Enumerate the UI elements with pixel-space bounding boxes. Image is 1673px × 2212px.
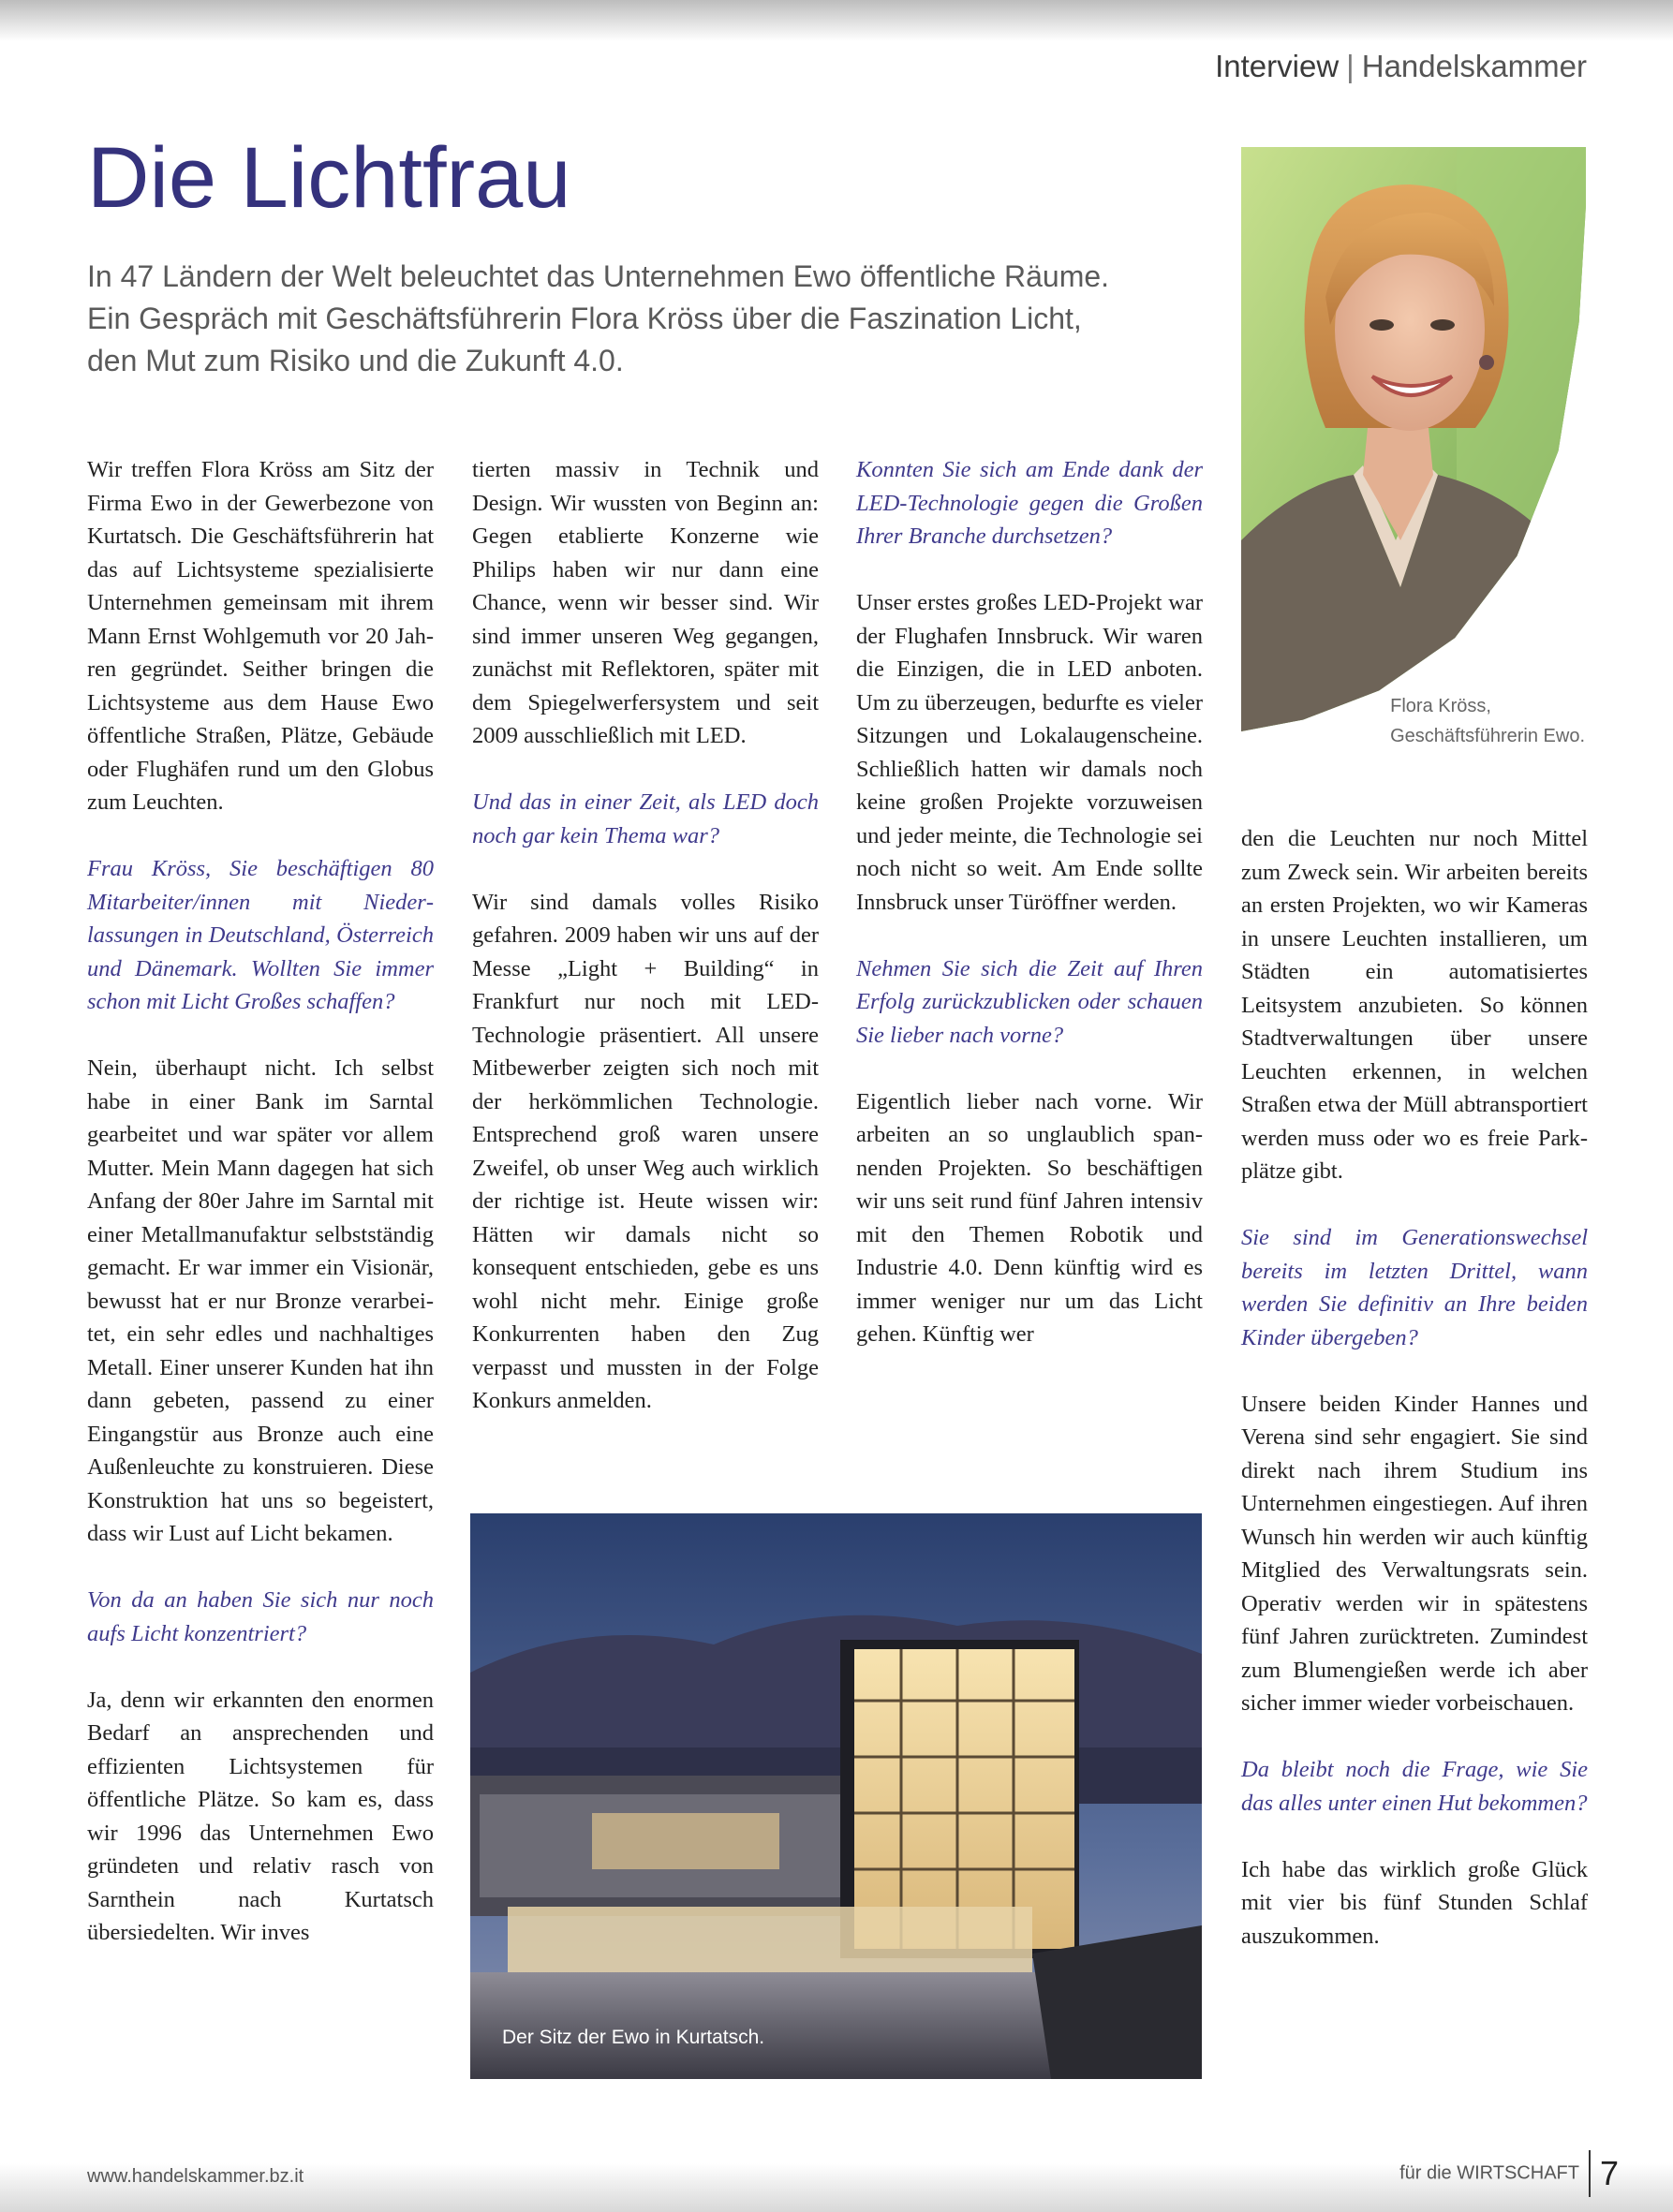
body-paragraph: den die Leuchten nur noch Mittel zum Zweck sein. Wir arbeiten bereits an ersten Projekten, wo wir Kameras in unsere Leuchten installieren, um Städten ein automatisiertes Leitsystem anzubieten. So können Stadtverwaltungen über unsere Leuchten erkennen, in welchen Straßen etwa der Müll abtransportiert werden muss oder wo es freie Parkplätze gibt. — [1241, 826, 1588, 1184]
body-paragraph: tierten massiv in Technik und Design. Wir wussten von Beginn an: Gegen etablierte Konzerne wie Philips haben wir nur dann eine Chance, wenn wir besser sind. Wir sind immer unseren Weg gegangen, zunächst mit Reflektoren, später mit dem Spiegelwerfersystem und seit 2009 ausschließlich mit LED. — [472, 457, 819, 748]
portrait-caption — [1390, 691, 1585, 751]
building-illustration — [470, 1513, 1202, 2079]
building-photo — [470, 1513, 1202, 2079]
interview-question: Und das in einer Zeit, als LED doch noch gar kein Thema war? — [472, 789, 819, 848]
text-column-2 — [472, 453, 819, 1418]
interview-question: Frau Kröss, Sie beschäftigen 80 Mitarbeiter/innen mit Niederlassungen in Deutschland, Österreich und Dänemark. Wollten Sie immer schon mit Licht Großes schaffen? — [87, 856, 434, 1014]
header-section: Interview — [1215, 49, 1340, 83]
page-header — [1215, 49, 1587, 84]
portrait-caption-name: Flora Kröss, — [1390, 696, 1491, 716]
building-caption: Der Sitz der Ewo in Kurtatsch. — [502, 2027, 765, 2048]
text-column-1 — [87, 453, 434, 1950]
body-paragraph: Wir sind damals volles Risiko gefahren. 2009 haben wir uns auf der Messe „Light + Building“ in Frankfurt nur noch mit LED-Technologie präsentiert. All unsere Mitbewerber zeigten sich noch mit der herkömmlichen Technologie. Entsprechend groß waren unsere Zweifel, ob unser Weg auch wirklich der richtige ist. Heute wissen wir: Hätten wir damals nicht so konsequent entschieden, gebe es uns wohl nicht mehr. Einige große Konkurrenten haben den Zug verpasst und mussten in der Folge Konkurs anmelden. — [472, 889, 819, 1413]
text-column-3 — [856, 453, 1203, 1351]
body-paragraph: Unser erstes großes LED-Projekt war der Flughafen Innsbruck. Wir waren die Einzigen, die in LED anboten. Um zu überzeugen, bedurfte es vieler Sitzungen und Lokalaugenscheine. Schließlich hatten wir damals noch keine großen Projekte vorzuweisen und jeder meinte, die Technologie sei noch nicht so weit. Am Ende sollte Innsbruck unser Türöffner werden. — [856, 590, 1203, 915]
portrait-photo — [1241, 147, 1586, 731]
body-paragraph: Nein, überhaupt nicht. Ich selbst habe in einer Bank im Sarntal gearbeitet und war später vor allem Mutter. Mein Mann dagegen hat sich Anfang der 80er Jahre im Sarntal mit einer Metallmanufaktur selbstständig gemacht. Er war immer ein Visionär, bewusst hat er nur Bronze verarbeitet, ein sehr edles und nachhaltiges Metall. Einer unserer Kunden hat ihn dann gebeten, passend zu einer Eingangstür aus Bronze auch eine Außenleuchte zu konstruieren. Diese Konstruktion hat uns so begeistert, dass wir Lust auf Licht bekamen. — [87, 1055, 434, 1546]
footer-publication: für die WIRTSCHAFT — [1399, 2162, 1579, 2184]
interview-question: Von da an haben Sie sich nur noch aufs Licht konzentriert? — [87, 1587, 434, 1646]
page-number: 7 — [1599, 2154, 1619, 2192]
text-column-4 — [1241, 822, 1588, 1953]
footer-pagination — [1399, 2150, 1619, 2197]
body-paragraph: Wir treffen Flora Kröss am Sitz der Firma Ewo in der Gewerbezone von Kurtatsch. Die Geschäftsführerin hat das auf Lichtsysteme spezialisierte Unternehmen gemeinsam mit ihrem Mann Ernst Wohlgemuth vor 20 Jahren gegründet. Seither bringen die Lichtsysteme aus dem Hause Ewo öffentliche Straßen, Plätze, Gebäude oder Flughäfen rund um den Globus zum Leuchten. — [87, 457, 434, 815]
interview-question: Sie sind im Generationswechsel bereits im letzten Drittel, wann werden Sie definitiv an Ihre beiden Kinder übergeben? — [1241, 1225, 1588, 1350]
interview-question: Konnten Sie sich am Ende dank der LED-Technologie gegen die Großen Ihrer Branche durchsetzen? — [856, 457, 1203, 549]
header-subsection: Handelskammer — [1361, 49, 1587, 83]
footer-url: www.handelskammer.bz.it — [87, 2166, 304, 2187]
body-paragraph: Unsere beiden Kinder Hannes und Verena sind sehr engagiert. Sie sind direkt nach ihrem Studium ins Unternehmen eingestiegen. Auf ihren Wunsch hin werden wir auch künftig Mitglied des Verwaltungsrats sein. Operativ werden wir in spätestens fünf Jahren zurücktreten. Zumindest zum Blumengießen werde ich aber sicher immer wieder vorbeischauen. — [1241, 1391, 1588, 1716]
body-paragraph: Eigentlich lieber nach vorne. Wir arbeiten an so unglaublich spannenden Projekten. So beschäftigen wir uns seit rund fünf Jahren intensiv mit den Themen Robotik und Industrie 4.0. Denn künftig wird es immer weniger nur um das Licht gehen. Künftig wer — [856, 1088, 1203, 1347]
interview-question: Nehmen Sie sich die Zeit auf Ihren Erfolg zurückzublicken oder schauen Sie lieber nach vorne? — [856, 955, 1203, 1048]
footer-divider — [1589, 2150, 1591, 2197]
portrait-caption-role: Geschäftsführerin Ewo. — [1390, 726, 1585, 746]
article-title: Die Lichtfrau — [87, 130, 571, 226]
portrait-illustration — [1241, 147, 1586, 731]
body-paragraph: Ich habe das wirklich große Glück mit vier bis fünf Stunden Schlaf auszukommen. — [1241, 1856, 1588, 1949]
article-lead: In 47 Ländern der Welt beleuchtet das Unternehmen Ewo öffentliche Räume. Ein Gespräch mit Geschäftsführerin Flora Kröss über die Faszination Licht, den Mut zum Risiko und die Zukunft 4.0. — [87, 259, 1110, 377]
header-separator: | — [1346, 49, 1355, 83]
body-paragraph: Ja, denn wir erkannten den enormen Bedarf an ansprechenden und effizienten Lichtsystemen für öffentliche Plätze. So kam es, dass wir 1996 das Unternehmen Ewo gründeten und relativ rasch von Sarnthein nach Kurtatsch übersiedelten. Wir inves — [87, 1687, 434, 1945]
interview-question: Da bleibt noch die Frage, wie Sie das alles unter einen Hut bekommen? — [1241, 1757, 1588, 1816]
top-shade — [0, 0, 1673, 41]
